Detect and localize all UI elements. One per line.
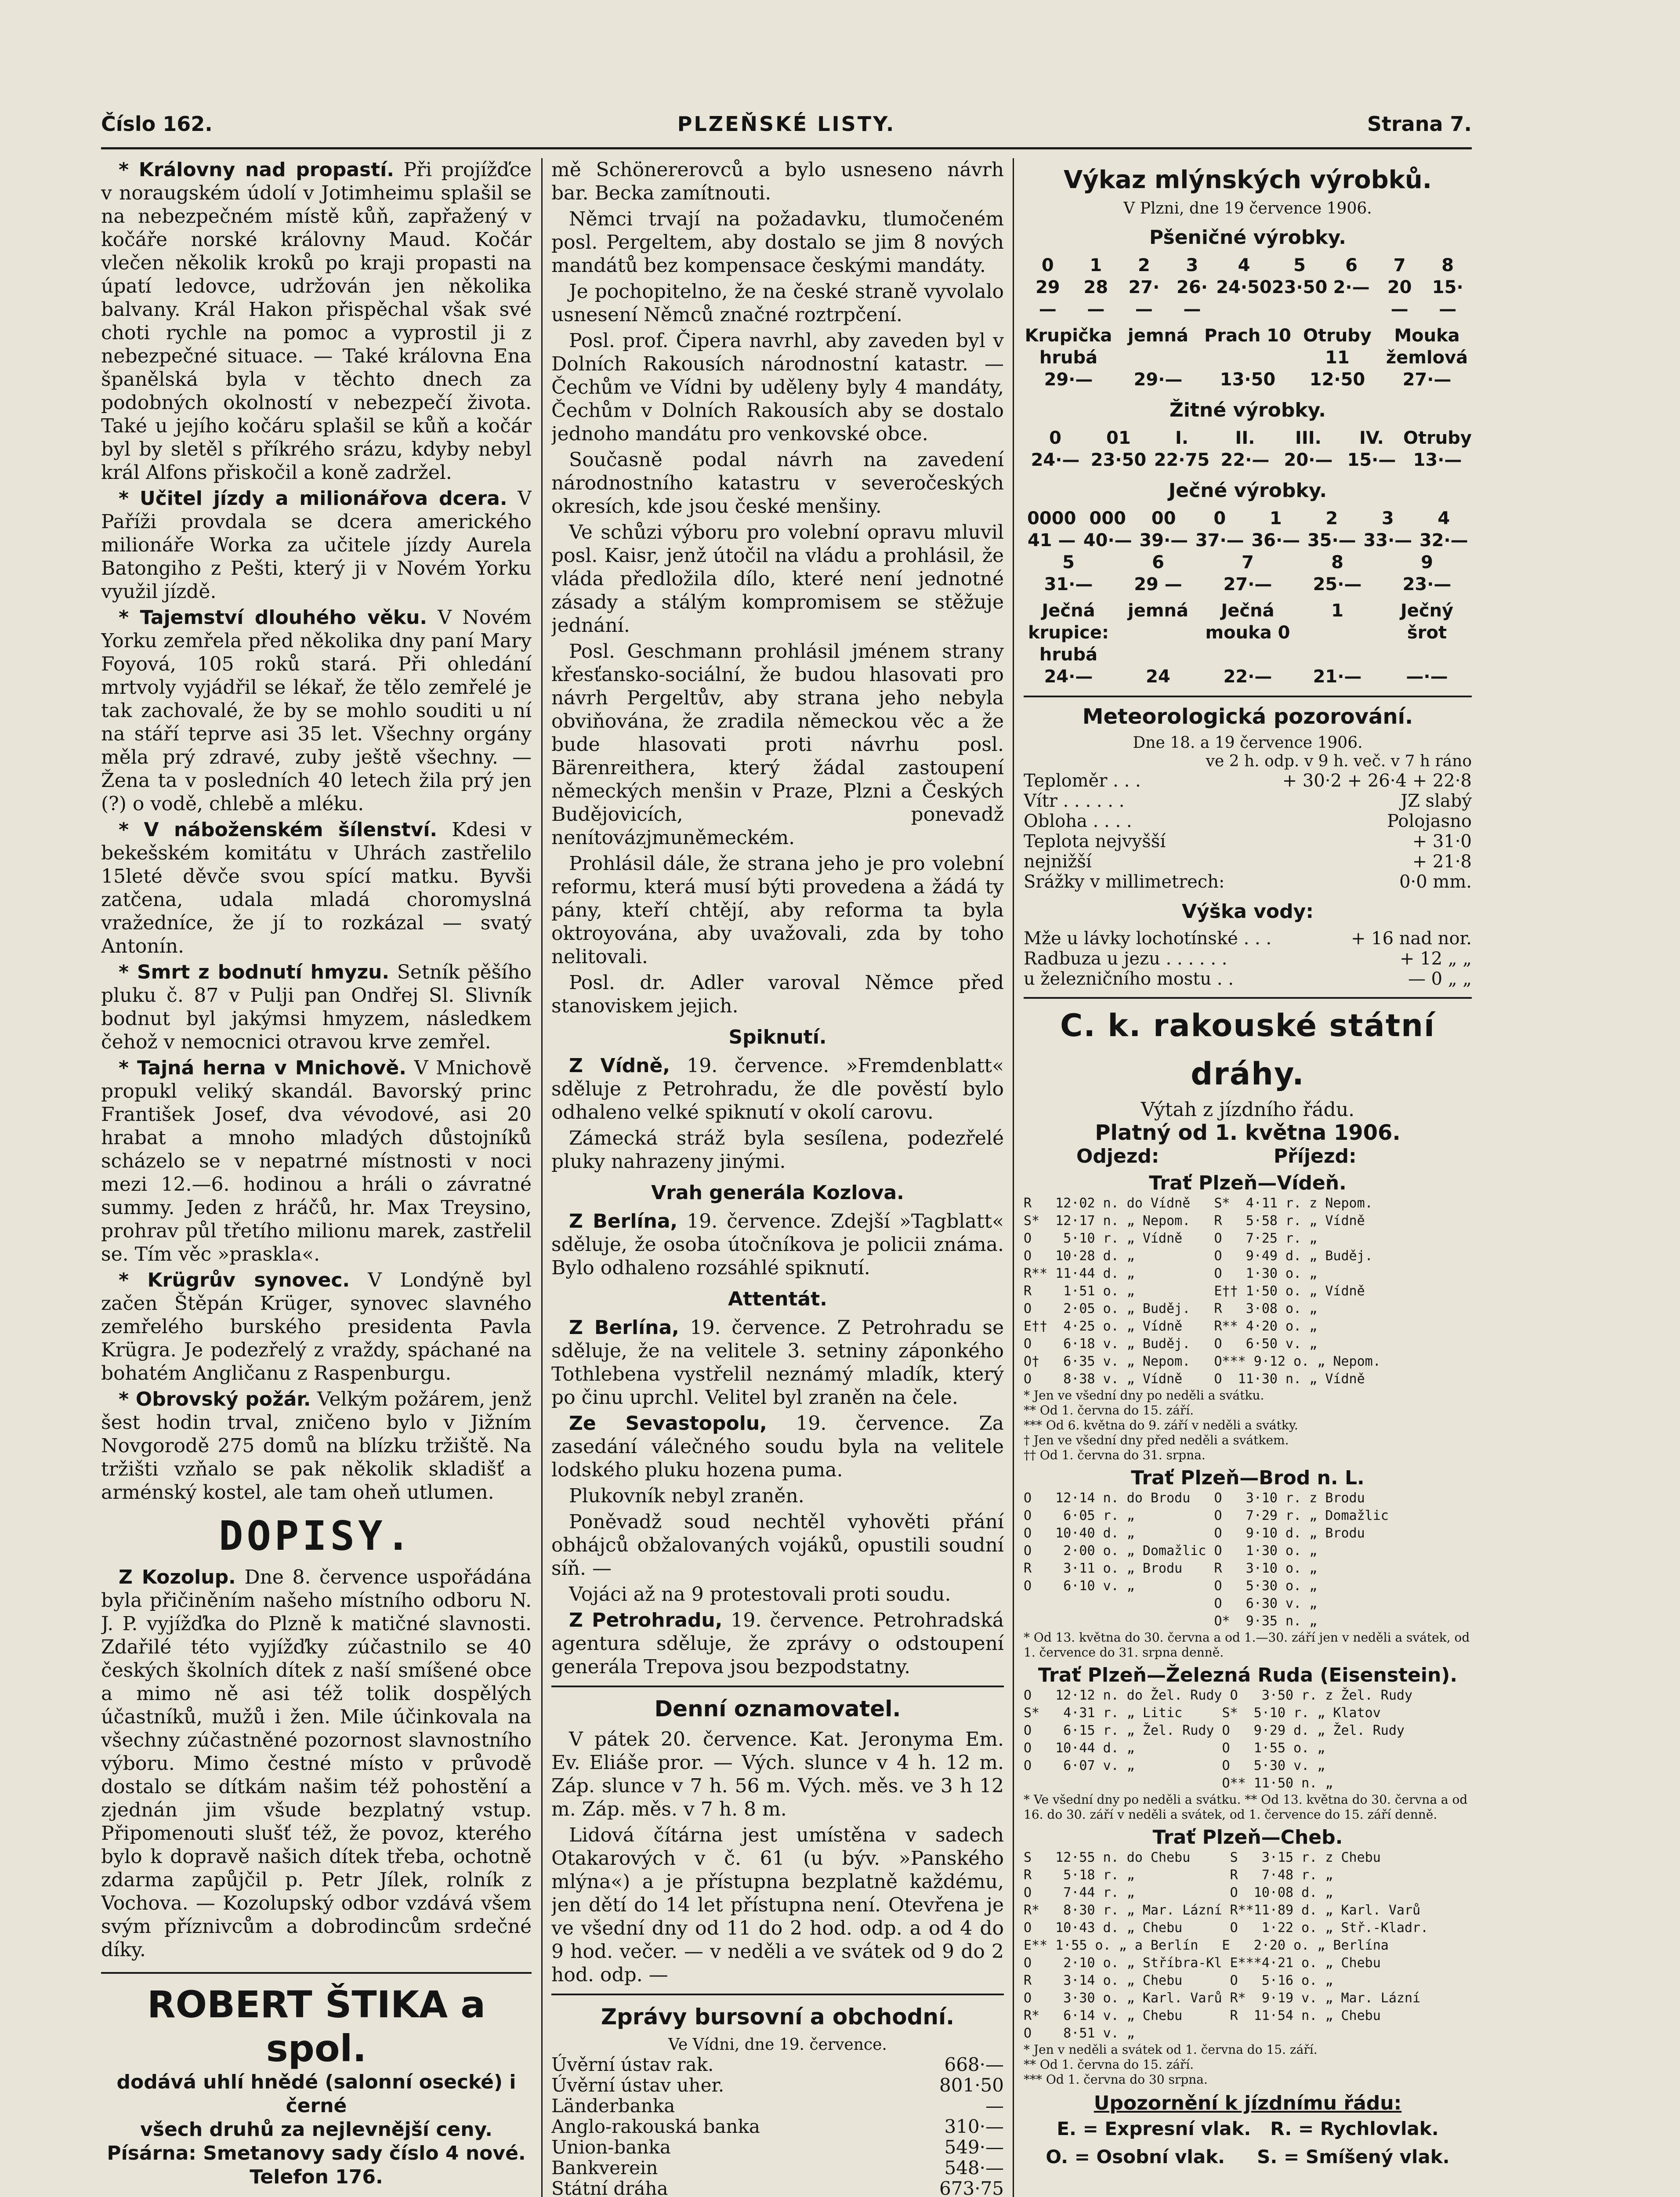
grid-value: 36·— [1251, 530, 1300, 551]
grid-value: 41 — [1027, 530, 1076, 551]
article-kruger: * Krügrův synovec. V Londýně byl začen Štěpán Krüger, synovec slavného zemřelého burského presidenta Pavla Krügra. Je podezřelý z vraždy, spáchané na bohatém Angličanu z Raspenburgu. [101, 1269, 532, 1385]
header-rule [101, 147, 1472, 149]
denni-text: V pátek 20. července. Kat. Jeronyma Em. Ev. Eliáše pror. — Vých. slunce v 4 h. 12 m. Záp. slunce v 7 h. 56 m. Vých. měs. ve 3 h 12 m. Záp. měs. v 7 h. 8 m. [551, 1728, 1004, 1820]
meteo-row-label: Teploměr . . . [1024, 771, 1141, 791]
krupicka-table [1024, 325, 1472, 391]
vyska-row [1024, 969, 1472, 989]
bursa-row [551, 2116, 1004, 2137]
bursa-table [551, 2054, 1004, 2197]
article-smrt: * Smrt z bodnutí hmyzu. Setník pěšího pluku č. 87 v Pulji pan Ondřej Sl. Slivník bodnut byl jakýmsi hmyzem, následkem čehož v nemocnici otravou krve zemřel. [101, 961, 532, 1053]
article-ucitel: * Učitel jízdy a milionářova dcera. V Paříži provdala se dcera amerického milionáře Worka za učitele jízdy Aurela Batongiho z Pešti, který ji v Novém Yorku využil jízdě. [101, 487, 532, 603]
grid-header: 0000 [1027, 508, 1076, 529]
denni-heading: Denní oznamovatel. [654, 1696, 901, 1722]
bursa-row [551, 2054, 1004, 2075]
grid-value: 27·— [1402, 370, 1452, 390]
grid-header: Ječná mouka 0 [1205, 601, 1290, 643]
col1-articles [101, 158, 532, 1504]
grid-value: 24·50 [1216, 277, 1272, 297]
meteo-row-value: 0·0 mm. [1399, 872, 1472, 892]
railway-columns: Odjezd: Příjezd: [1076, 1145, 1357, 1167]
grid-value: 20 — [1387, 277, 1412, 319]
trat-ruda-heading: Trať Plzeň—Železná Ruda (Eisenstein). [1038, 1664, 1458, 1686]
jecna-krupice-table [1024, 600, 1472, 688]
meteo-row-value: + 31·0 [1412, 831, 1472, 852]
trat-brod-timetable: O 12·14 n. do Brodu O 3·10 r. z Brodu O 6·05 r. „ O 7·29 r. „ Domažlic O 10·40 d. „ O 9·10 d. „ Brodu O 2·00 o. „ Domažlic O 1·30 o. „ R 3·11 o. „ Brodu R 3·10 o. „ O 6·10 v. „ O 5·30 o. „ O 6·30 v. „ O* 9·35 n. „ [1024, 1490, 1389, 1629]
bursa-row [551, 2178, 1004, 2197]
col2-para-1: mě Schönererovců a bylo usneseno návrh bar. Becka zamítnouti. [551, 159, 1004, 204]
trat-brod-heading: Trať Plzeň—Brod n. L. [1131, 1467, 1365, 1489]
sevastopol-text: Ze Sevastopolu, 19. července. Za zasedání válečného soudu byla na velitele lodského pluku hozena puma. [551, 1412, 1004, 1481]
meteo-row-value: + 21·8 [1412, 852, 1472, 872]
meteo-row-value: + 30·2 + 26·4 + 22·8 [1282, 771, 1472, 791]
vyska-row-value: + 12 „ „ [1399, 949, 1472, 969]
column-3 [1024, 158, 1472, 2197]
col2-para-9: Posl. dr. Adler varoval Němce před stanoviskem jejich. [551, 972, 1004, 1017]
meteo-row-label: Teplota nejvyšší [1024, 831, 1166, 852]
bursa-value: 549·— [944, 2136, 1004, 2158]
sevastopol-text-4: Vojáci až na 9 protestovali proti soudu. [569, 1583, 951, 1606]
vykaz-subheading: V Plzni, dne 19 července 1906. [1123, 199, 1372, 218]
bursa-row [551, 2095, 1004, 2116]
grid-value: 15·— [1347, 450, 1396, 470]
grid-header: Ječná krupice: hrubá [1028, 601, 1109, 665]
grid-value: 23·— [1402, 574, 1452, 595]
zitne-heading: Žitné výrobky. [1169, 399, 1326, 421]
grid-header: II. [1235, 428, 1255, 448]
bursa-row [551, 2157, 1004, 2178]
ad-line-2: všech druhů za nejlevnější ceny. [140, 2118, 492, 2141]
grid-header: IV. [1359, 428, 1384, 448]
page-number: Strana 7. [1367, 112, 1472, 136]
bursa-name: Union-banka [551, 2136, 671, 2158]
grid-header: 5 [1293, 255, 1306, 276]
jecne-table [1024, 508, 1472, 551]
vyska-row-label: Radbuza u jezu . . . . . . [1024, 949, 1227, 969]
jecne-table-2 [1024, 551, 1472, 595]
grid-header: 2 [1137, 255, 1150, 276]
meteo-rule [1024, 696, 1472, 697]
grid-header: 4 [1437, 508, 1450, 529]
trat-ruda-notes: * Ve všední dny po neděli a svátku. ** Od 13. května do 30. června a od 16. do 30. září v neděli a svátek, od 1. července do 15. září denně. [1024, 1792, 1468, 1822]
grid-value: 25·— [1313, 574, 1362, 595]
grid-value: 40·— [1083, 530, 1132, 551]
ad-line-4: Telefon 176. [250, 2166, 383, 2188]
grid-value: 2·— [1333, 277, 1370, 297]
grid-header: 01 [1106, 428, 1131, 448]
bursa-value: 310·— [944, 2116, 1004, 2137]
meteo-columns: ve 2 h. odp. v 9 h. več. v 7 h ráno [1206, 752, 1472, 770]
spiknuti-text-2: Zámecká stráž byla sesílena, podezřelé pluky nahrazeny jinými. [551, 1127, 1004, 1173]
legend-line-1: E. = Expresní vlak. R. = Rychlovlak. [1057, 2118, 1439, 2139]
col2-para-6: Ve schůzi výboru pro volební opravu mluvil posl. Kaisr, jenž útočil na vládu a prohlásil, že vláda předložila dílo, které není jednotné zásady a stálým kompromisem se stěžuje jednání. [551, 521, 1004, 637]
trat-vienna-notes: * Jen ve všední dny po neděli a svátku. ** Od 1. června do 15. září. *** Od 6. května do 9. září v neděli a svátky. † Jen ve všední dny před neděli a svátkem. †† Od 1. června do 31. srpna. [1024, 1388, 1298, 1462]
grid-value: 15·— [1432, 277, 1463, 319]
trat-ruda-timetable: O 12·12 n. do Žel. Rudy O 3·50 r. z Žel. Rudy S* 4·31 r. „ Litic S* 5·10 r. „ Klatov O 6·15 r. „ Žel. Rudy O 9·29 d. „ Žel. Rudy O 10·44 d. „ O 1·55 o. „ O 6·07 v. „ O 5·30 v. „ O** 11·50 n. „ [1024, 1688, 1413, 1791]
grid-header: Prach 10 [1204, 326, 1291, 346]
grid-value: 27·— [1223, 574, 1272, 595]
col2-para-3: Je pochopitelno, že na české straně vyvolalo usnesení Němců značné roztrpčení. [551, 280, 1004, 326]
col2-para-7: Posl. Geschmann prohlásil jménem strany křesťansko-sociální, že budou hlasovati pro návrh Pergeltův, aby strana jeho nebyla obviňována, že zradila německou věc a že bude hlasovati proti návrhu posl. Bärenreithera, který žádal zastoupení německých menšin v Praze, Plzni a Českých Budějovicích, ponevadž nenítovázjmuněmeckém. [551, 640, 1004, 849]
grid-header: 8 [1441, 255, 1454, 276]
grid-header: Ječný šrot [1400, 601, 1454, 643]
grid-value: 23·50 [1090, 450, 1147, 470]
meteo-row [1024, 852, 1472, 872]
dopisy-heading: DOPISY. [219, 1512, 414, 1559]
meteo-row [1024, 872, 1472, 892]
grid-value: 22·— [1220, 450, 1270, 470]
trat-brod-notes: * Od 13. května do 30. června a od 1.—30. září jen v neděli a svátek, od 1. července do 31. srpna denně. [1024, 1630, 1470, 1660]
bursa-name: Úvěrní ústav uher. [551, 2074, 724, 2096]
issue-number: Číslo 162. [101, 112, 213, 136]
grid-header: Mouka žemlová [1386, 326, 1468, 368]
meteo-row-label: Srážky v millimetrech: [1024, 872, 1225, 892]
meteo-heading: Meteorologická pozorování. [1082, 704, 1413, 729]
column-divider-2 [1013, 158, 1014, 2197]
bursa-row [551, 2137, 1004, 2157]
attentat-heading: Attentát. [728, 1288, 827, 1310]
grid-header: 4 [1238, 255, 1250, 276]
grid-header: 3 [1186, 255, 1198, 276]
grid-value: 32·— [1419, 530, 1468, 551]
grid-header: 0 [1213, 508, 1226, 529]
meteo-row [1024, 811, 1472, 831]
ad-line-3: Písárna: Smetanovy sady číslo 4 nové. [107, 2142, 526, 2164]
advertisement-stika [101, 1972, 532, 2197]
grid-value: 13·50 [1220, 370, 1276, 390]
grid-value: 12·50 [1309, 370, 1365, 390]
denni-rule [551, 1686, 1004, 1687]
grid-value: 28 — [1083, 277, 1108, 319]
column-2 [551, 158, 1004, 2197]
psenicne-table [1024, 254, 1472, 320]
ad-company-name: ROBERT ŠTIKA a spol. [147, 1983, 486, 2070]
legend-heading: Upozornění k jízdnímu řádu: [1093, 2092, 1402, 2114]
grid-header: 8 [1331, 552, 1343, 573]
grid-value: —·— [1406, 667, 1448, 687]
meteo-row [1024, 791, 1472, 811]
sevastopol-text-2: Plukovník nebyl zraněn. [569, 1485, 804, 1507]
meteo-row-value: Polojasno [1387, 811, 1472, 831]
bursa-name: Státní dráha [551, 2178, 668, 2197]
bursa-value: 668·— [944, 2054, 1004, 2075]
grid-value: 31·— [1044, 574, 1093, 595]
trat-vienna-heading: Trať Plzeň—Vídeň. [1149, 1172, 1347, 1194]
vyska-row-value: — 0 „ „ [1408, 969, 1472, 989]
article-kralovny: * Královny nad propastí. Při projížďce v noraugském údolí v Jotimheimu splašil se na nebezpečném místě kůň, zapřažený v kočáře norské královny Maud. Kočár vlečen několik kroků po kraji propasti na úpatí ledovce, udržován jen několika balvany. Král Hakon přispěchal však své choti rychle na pomoc a vyprostil ji z nebezpečné situace. — Také královna Ena španělská byla v těchto dnech za podobných okolností v nebezpečí života. Také u jejího kočáru splašil se kůň a kočár byl by sletěl s příkrého srázu, kdyby nebyl král Alfons přiskočil a koně zadržel. [101, 159, 532, 484]
bursa-value: 548·— [944, 2157, 1004, 2179]
grid-header: I. [1175, 428, 1189, 448]
grid-value: 29 — [1134, 574, 1182, 595]
grid-value: 29 — [1035, 277, 1060, 319]
bursa-name: Bankverein [551, 2157, 658, 2179]
col2-para-2: Němci trvají na požadavku, tlumočeném posl. Pergeltem, aby dostalo se jim 8 nových mandátů bez kompensace českými mandáty. [551, 208, 1004, 277]
ad-line-1: dodává uhlí hnědé (salonní osecké) i černé [116, 2071, 516, 2117]
grid-value: 21·— [1313, 667, 1362, 687]
column-1 [101, 158, 532, 2197]
spiknuti-heading: Spiknutí. [728, 1026, 827, 1048]
bursa-subheading: Ve Vídni, dne 19. července. [668, 2036, 887, 2054]
bursa-row [551, 2075, 1004, 2095]
grid-header: 1 [1090, 255, 1102, 276]
trat-vienna-timetable: R 12·02 n. do Vídně S* 4·11 r. z Nepom. S* 12·17 n. „ Nepom. R 5·58 r. „ Vídně O 5·10 r. „ Vídně O 7·25 r. „ O 10·28 d. „ O 9·49 d. „ Buděj. R** 11·44 d. „ O 1·30 o. „ R 1·51 o. „ E†† 1·50 o. „ Vídně O 2·05 o. „ Buděj. R 3·08 o. „ E†† 4·25 o. „ Vídně R** 4·20 o. „ O 6·18 v. „ Buděj. O 6·50 v. „ O† 6·35 v. „ Nepom. O*** 9·12 o. „ Nepom. O 8·38 v. „ Vídně O 11·30 n. „ Vídně [1024, 1196, 1381, 1387]
grid-header: jemná [1128, 326, 1188, 346]
grid-header: 6 [1345, 255, 1358, 276]
grid-header: 7 [1393, 255, 1406, 276]
grid-value: 24 [1146, 667, 1170, 687]
zitne-table [1024, 427, 1472, 471]
article-nabozenske: * V náboženském šílenství. Kdesi v bekešském komitátu v Uhrách zastřelilo 15leté děvče svou spící matku. Byvši zatčena, udala mladá choromyslná vražedníce, že jí to rozkázal — svatý Antonín. [101, 819, 532, 957]
grid-header: 3 [1381, 508, 1394, 529]
railway-heading: C. k. rakouské státní dráhy. [1060, 1008, 1436, 1092]
grid-value: 24·— [1044, 667, 1093, 687]
grid-header: III. [1295, 428, 1322, 448]
meteo-table [1024, 771, 1472, 892]
petrohrad-text: Z Petrohradu, 19. července. Petrohradská agentura sděluje, že zprávy o odstoupení generála Trepova jsou bezpodstatny. [551, 1609, 1004, 1678]
grid-header: 6 [1152, 552, 1164, 573]
vyska-row-label: u železničního mostu . . [1024, 969, 1234, 989]
grid-value: 35·— [1307, 530, 1356, 551]
grid-value: 33·— [1363, 530, 1412, 551]
grid-header: 0 [1049, 428, 1061, 448]
vyska-heading: Výška vody: [1182, 900, 1314, 923]
grid-header: Otruby [1403, 428, 1472, 448]
grid-value: 26·— [1177, 277, 1208, 319]
meteo-subheading: Dne 18. a 19 července 1906. [1133, 734, 1363, 752]
grid-header: 5 [1062, 552, 1075, 573]
bursa-name: Länderbanka [551, 2095, 675, 2117]
grid-header: 7 [1242, 552, 1254, 573]
vrah-text: Z Berlína, 19. července. Zdejší »Tagblatt« sděluje, že osoba útočníkova je policii známa. Bylo odhaleno rozsáhlé spiknutí. [551, 1210, 1004, 1279]
dopisy-kozolup: Z Kozolup. Dne 8. července uspořádána byla přičiněním našeho místního odboru N. J. P. vyjížďka do Plzně k matičné slavnosti. Zdařilé této vyjížďky zúčastnilo se 40 českých školních dítek z naší smíšené obce a mimo ně asi též tolik dospělých účastníků, mužů i žen. Mile účinkovala na všechny zúčastněné pozornost slavnostního výboru. Mimo čestné místo v průvodě dostalo se dítkám našim též pohostění a zjednán jim všude bezplatný vstup. Připomenouti slušť též, že povoz, kterého bylo k dopravě našich dítek třeba, ochotně zdarma zapůjčil p. Petr Jílek, rolník z Vochova. — Kozolupský odbor vzdává všem svým příznivcům a dobrodincům srdečné díky. [101, 1566, 532, 1961]
bursa-value: 673·75 [939, 2178, 1004, 2197]
col2-para-8: Prohlásil dále, že strana jeho je pro volební reformu, která musí býti provedena a žádá ty pány, kteří chtějí, aby reforma ta byla oktroyována, aby uvažovali, zda by toho nelitovali. [551, 852, 1004, 968]
bursa-value: 801·50 [939, 2074, 1004, 2096]
grid-value: 29·— [1044, 370, 1093, 390]
bursa-value: — [985, 2095, 1004, 2117]
grid-header: 9 [1421, 552, 1433, 573]
grid-value: 23·50 [1271, 277, 1328, 297]
vrah-heading: Vrah generála Kozlova. [651, 1182, 904, 1204]
vykaz-heading: Výkaz mlýnských výrobků. [1063, 166, 1432, 194]
rk-rule [1024, 997, 1472, 999]
bursa-rule [551, 1994, 1004, 1995]
grid-header: Krupička hrubá [1025, 326, 1112, 368]
legend-line-2: O. = Osobní vlak. S. = Smíšený vlak. [1046, 2146, 1450, 2168]
vyska-table [1024, 928, 1472, 989]
railway-subheading: Výtah z jízdního řádu. [1141, 1098, 1355, 1121]
meteo-row [1024, 771, 1472, 791]
grid-value: 37·— [1195, 530, 1244, 551]
grid-value: 22·— [1223, 667, 1272, 687]
meteo-row-label: Vítr . . . . . . [1024, 791, 1125, 811]
grid-value: 39·— [1139, 530, 1188, 551]
article-pozar: * Obrovský požár. Velkým požárem, jenž šest hodin trval, zničeno bylo v Jižním Novgorodě 275 domů na blízku tržiště. Na tržišti vzňalo se pak několik skladišť a arménský kostel, ale tam oheň utlumen. [101, 1388, 532, 1504]
meteo-row [1024, 831, 1472, 852]
column-divider-1 [541, 158, 543, 2197]
grid-value: 27·— [1128, 277, 1160, 319]
bursa-name: Úvěrní ústav rak. [551, 2054, 714, 2075]
grid-header: 1 [1269, 508, 1282, 529]
grid-value: 20·— [1284, 450, 1333, 470]
meteo-row-label: nejnižší [1024, 852, 1092, 872]
vyska-row-label: Mže u lávky lochotínské . . . [1024, 928, 1272, 949]
grid-header: jemná [1128, 601, 1188, 621]
grid-value: 22·75 [1154, 450, 1210, 470]
grid-header: 2 [1325, 508, 1338, 529]
grid-value: 29·— [1133, 370, 1183, 390]
newspaper-title: PLZEŇSKÉ LISTY. [677, 112, 896, 136]
grid-value: 24·— [1031, 450, 1080, 470]
trat-cheb-timetable: S 12·55 n. do Chebu S 3·15 r. z Chebu R 5·18 r. „ R 7·48 r. „ O 7·44 r. „ O 10·08 d. „ R* 8·30 r. „ Mar. Lázní R**11·89 d. „ Karl. Varů O 10·43 d. „ Chebu O 1·22 o. „ Stř.-Kladr. E** 1·55 o. „ a Berlín E 2·20 o. „ Berlína O 2·10 o. „ Stříbra-Kl E***4·21 o. „ Chebu R 3·14 o. „ Chebu O 5·16 o. „ O 3·30 o. „ Karl. Varů R* 9·19 v. „ Mar. Lázní R* 6·14 v. „ Chebu R 11·54 n. „ Chebu O 8·51 v. „ [1024, 1850, 1429, 2041]
article-tajemstvi: * Tajemství dlouhého věku. V Novém Yorku zemřela před několika dny paní Mary Foyová, 105 roků stará. Při ohledání mrtvoly vyjádřil se lékař, že tělo zemřelé je tak zachovalé, že by se mohlo souditi u ní na stáří teprve asi 35 let. Všechny orgány měla prý zdravé, zuby ještě všechny. — Žena ta v posledních 40 letech žila prý jen (?) o vodě, chlebě a mléku. [101, 606, 532, 815]
bursa-name: Anglo-rakouská banka [551, 2116, 760, 2137]
railway-valid: Platný od 1. května 1906. [1095, 1120, 1401, 1145]
trat-cheb-notes: * Jen v neděli a svátek od 1. června do 15. září. ** Od 1. června do 15. září. *** Od 1. června do 30 srpna. [1024, 2042, 1318, 2087]
grid-header: 1 [1331, 601, 1343, 621]
jecne-heading: Ječné výrobky. [1168, 479, 1327, 502]
page-header [101, 108, 1472, 147]
grid-value: 13·— [1413, 450, 1462, 470]
psenicne-heading: Pšeničné výrobky. [1149, 226, 1346, 249]
trat-cheb-heading: Trať Plzeň—Cheb. [1152, 1826, 1343, 1849]
bursa-heading: Zprávy bursovní a obchodní. [601, 2004, 955, 2030]
sevastopol-text-3: Poněvadž soud nechtěl vyhověti přání obhájců obžalovaných vojáků, opustili soudní síň. — [551, 1511, 1004, 1580]
spiknuti-text: Z Vídně, 19. července. »Fremdenblatt« sděluje z Petrohradu, že dle pověstí bylo odhaleno velké spiknutí v okolí carovu. [551, 1055, 1004, 1124]
grid-header: Otruby 11 [1303, 326, 1372, 368]
meteo-row-value: JZ slabý [1401, 791, 1472, 811]
vyska-row [1024, 949, 1472, 969]
meteo-row-label: Obloha . . . . [1024, 811, 1132, 831]
grid-header: 000 [1089, 508, 1126, 529]
grid-header: 00 [1151, 508, 1176, 529]
article-herna: * Tajná herna v Mnichově. V Mnichově propukl veliký skandál. Bavorský princ František Josef, dva vévodové, asi 20 hrabat a mnoho mladých důstojníků scházelo se v nepatrné místnosti v noci mezi 12.—6. hodinou a hráli o závratné summy. Jeden z hráčů, hr. Max Treysino, prohrav půl třetího milionu marek, zastřelil se. Tím věc »praskla«. [101, 1057, 532, 1265]
vyska-row-value: + 16 nad nor. [1351, 928, 1472, 949]
col2-para-4: Posl. prof. Čipera navrhl, aby zaveden byl v Dolních Rakousích národnostní katastr. — Čechům ve Vídni by uděleny byly 4 mandáty, Čechům v Dolních Rakousích aby se dostalo jednoho mandátu pro venkovské obce. [551, 330, 1004, 445]
col2-para-5: Současně podal návrh na zavedení národnostního katastru v severočeských okresích, kde jsou české menšiny. [551, 449, 1004, 518]
attentat-text: Z Berlína, 19. července. Z Petrohradu se sděluje, že na velitele 3. setniny záponkého Tothlebena vystřelil neznámý mladík, který po činu uprchl. Velitel byl zraněn na čele. [551, 1316, 1004, 1409]
citarna-text: Lidová čítárna jest umístěna v sadech Otakarových v č. 61 (u býv. »Panského mlýna«) a je přístupna bezplatně každému, jen dětí do 14 let přístupna není. Otevřena je ve všední dny od 11 do 2 hod. odp. a od 4 do 9 hod. večer. — v neděli a ve svátek od 9 do 2 hod. odp. — [551, 1824, 1004, 1986]
vyska-row [1024, 928, 1472, 949]
grid-header: 0 [1041, 255, 1054, 276]
